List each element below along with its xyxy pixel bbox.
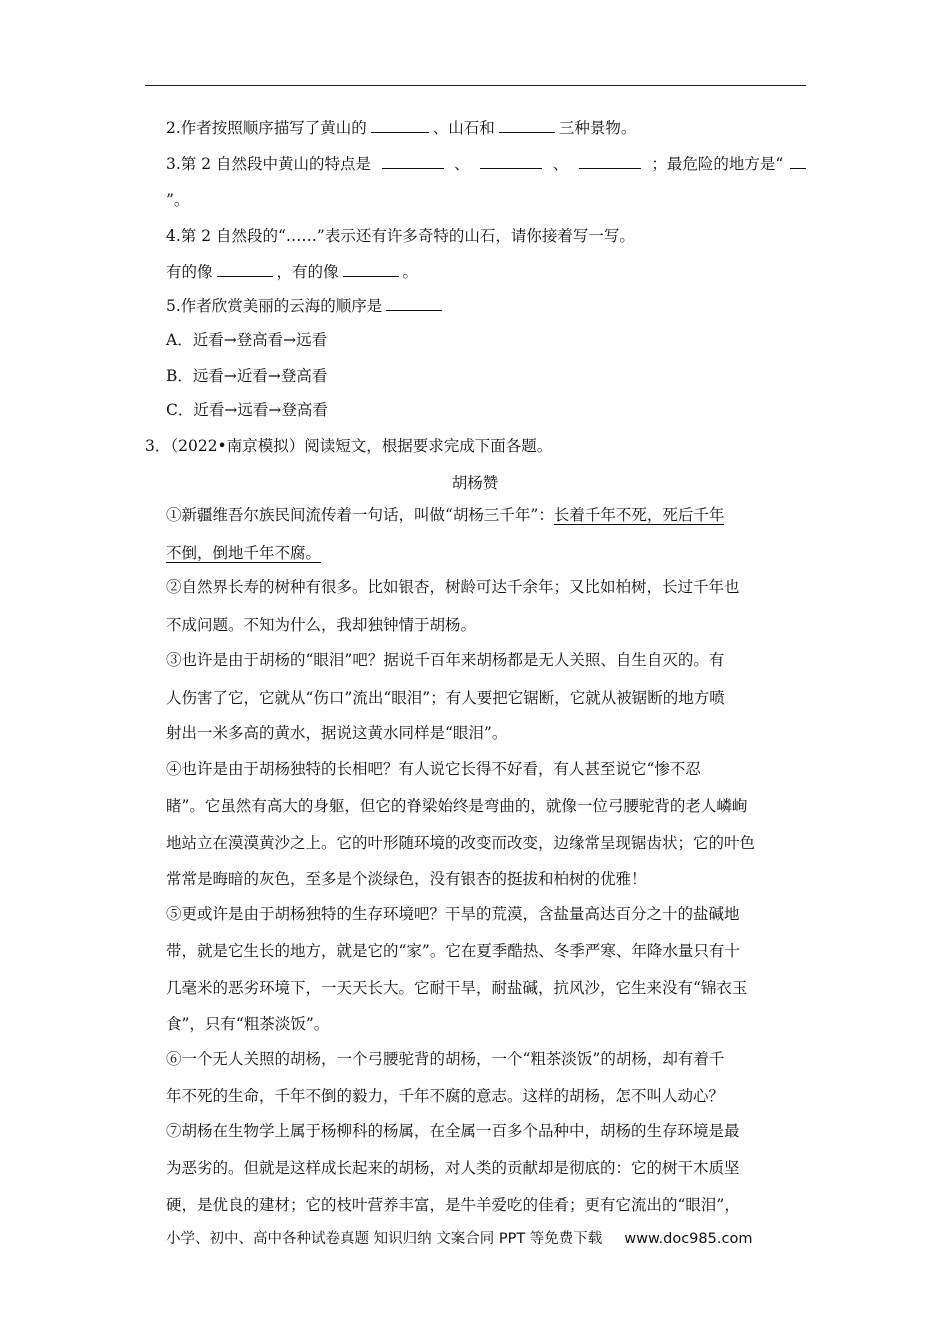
question-3-end: ；最危险的地方是“: [651, 155, 784, 173]
answer-end: 。: [402, 263, 419, 281]
question-3: [166, 154, 806, 174]
passage-title: 胡杨赞: [451, 474, 499, 492]
question-3-continuation: ”。: [166, 191, 190, 209]
paragraph-6-line-1: ⑥一个无人关照的胡杨，一个弓腰驼背的胡杨，一个“粗茶淡饭”的胡杨，却有着千: [166, 1050, 725, 1068]
paragraph-4-line-3: 地站立在漠漠黄沙之上。它的叶形随环境的改变而改变，边缘常呈现锯齿状；它的叶色: [166, 834, 756, 852]
option-b[interactable]: B．远看→近看→登高看: [166, 367, 328, 385]
paragraph-4-line-2: 睹”。它虽然有高大的身躯，但它的脊梁始终是弯曲的，就像一位弓腰驼背的老人嶙峋: [166, 797, 748, 815]
underlined-text: 长着千年不死，死后千年: [553, 506, 725, 524]
answer-prefix: ，有的像: [276, 263, 339, 281]
paragraph-4-line-1: ④也许是由于胡杨独特的长相吧？有人说它长得不好看，有人甚至说它“惨不忍: [166, 760, 701, 778]
paragraph-6-line-2: 年不死的生命，千年不倒的毅力，千年不腐的意志。这样的胡杨，怎不叫人动心？: [166, 1087, 725, 1105]
paragraph-3-line-1: ③也许是由于胡杨的“眼泪”吧？据说千百年来胡杨都是无人关照、自生自灭的。有: [166, 651, 725, 669]
paragraph-5-line-4: 食”，只有“粗茶淡饭”。: [166, 1015, 330, 1033]
answer-blank[interactable]: [386, 296, 442, 311]
paragraph-5-line-3: 几毫米的恶劣环境下，一天天长大。它耐干旱，耐盐碱，抗风沙，它生来没有“锦衣玉: [166, 979, 748, 997]
paragraph-3-line-3: 射出一米多高的黄水，据说这黄水同样是“眼泪”。: [166, 724, 508, 742]
answer-blank[interactable]: [343, 262, 399, 277]
paragraph-3-line-2: 人伤害了它，它就从“伤口”流出“眼泪”；有人要把它锯断，它就从被锯断的地方喷: [166, 689, 725, 707]
paragraph-4-line-4: 常常是晦暗的灰色，至多是个淡绿色，没有银杏的挺拔和柏树的优雅！: [166, 870, 647, 888]
paragraph-2-line-1: ②自然界长寿的树种有很多。比如银杏，树龄可达千余年；又比如柏树，长过千年也: [166, 578, 740, 596]
paragraph-7-line-2: 为恶劣的。但就是这样成长起来的胡杨，对人类的贡献却是彻底的：它的树干木质坚: [166, 1159, 740, 1177]
answer-blank[interactable]: [480, 154, 542, 169]
paragraph-2-line-2: 不成问题。不知为什么，我却独钟情于胡杨。: [166, 616, 477, 634]
question-5: [166, 296, 446, 316]
paragraph-1-text: ①新疆维吾尔族民间流传着一句话，叫做“胡杨三千年”：: [166, 506, 554, 524]
header-rule: [145, 85, 806, 86]
answer-prefix: 有的像: [166, 263, 213, 281]
answer-blank[interactable]: [217, 262, 273, 277]
paragraph-5-line-2: 带，就是它生长的地方，就是它的“家”。它在夏季酷热、冬季严寒、年降水量只有十: [166, 942, 740, 960]
answer-blank[interactable]: [371, 118, 429, 133]
answer-blank[interactable]: [499, 118, 555, 133]
answer-blank[interactable]: [790, 154, 806, 169]
question-3-text: 3.第 2 自然段中黄山的特点是: [166, 155, 372, 173]
question-2-end: 三种景物。: [558, 119, 637, 137]
paragraph-7-line-3: 硬，是优良的建材；它的枝叶营养丰富，是牛羊爱吃的佳肴；更有它流出的“眼泪”，: [166, 1196, 740, 1214]
paragraph-5-line-1: ⑤更或许是由于胡杨独特的生存环境吧？干旱的荒漠，含盐量高达百分之十的盐碱地: [166, 905, 740, 923]
answer-blank[interactable]: [579, 154, 641, 169]
paragraph-1-line-2: [166, 543, 321, 563]
option-a[interactable]: A．近看→登高看→远看: [166, 331, 328, 349]
answer-blank[interactable]: [382, 154, 444, 169]
separator: 、: [454, 155, 470, 173]
separator: 、: [552, 155, 569, 173]
question-3-header: 3．（2022•南京模拟）阅读短文，根据要求完成下面各题。: [145, 437, 553, 455]
option-c[interactable]: C．近看→远看→登高看: [166, 401, 328, 419]
question-4-answer-line: [166, 262, 418, 282]
question-4: 4.第 2 自然段的“……”表示还有许多奇特的山石，请你接着写一写。: [166, 227, 635, 245]
question-2-text: 2.作者按照顺序描写了黄山的: [166, 119, 367, 137]
footer: [166, 1227, 752, 1248]
footer-text: 小学、初中、高中各种试卷真题 知识归纳 文案合同 PPT 等免费下载: [166, 1231, 603, 1247]
question-5-text: 5.作者欣赏美丽的云海的顺序是: [166, 297, 383, 315]
underlined-text: 不倒，倒地千年不腐。: [166, 544, 322, 562]
footer-site-link[interactable]: www.doc985.com: [624, 1231, 753, 1247]
paragraph-1-line-1: [166, 505, 724, 525]
question-2-mid: 、山石和: [432, 119, 495, 137]
question-2: [166, 118, 636, 138]
paragraph-7-line-1: ⑦胡杨在生物学上属于杨柳科的杨属，在全属一百多个品种中，胡杨的生存环境是最: [166, 1122, 740, 1140]
